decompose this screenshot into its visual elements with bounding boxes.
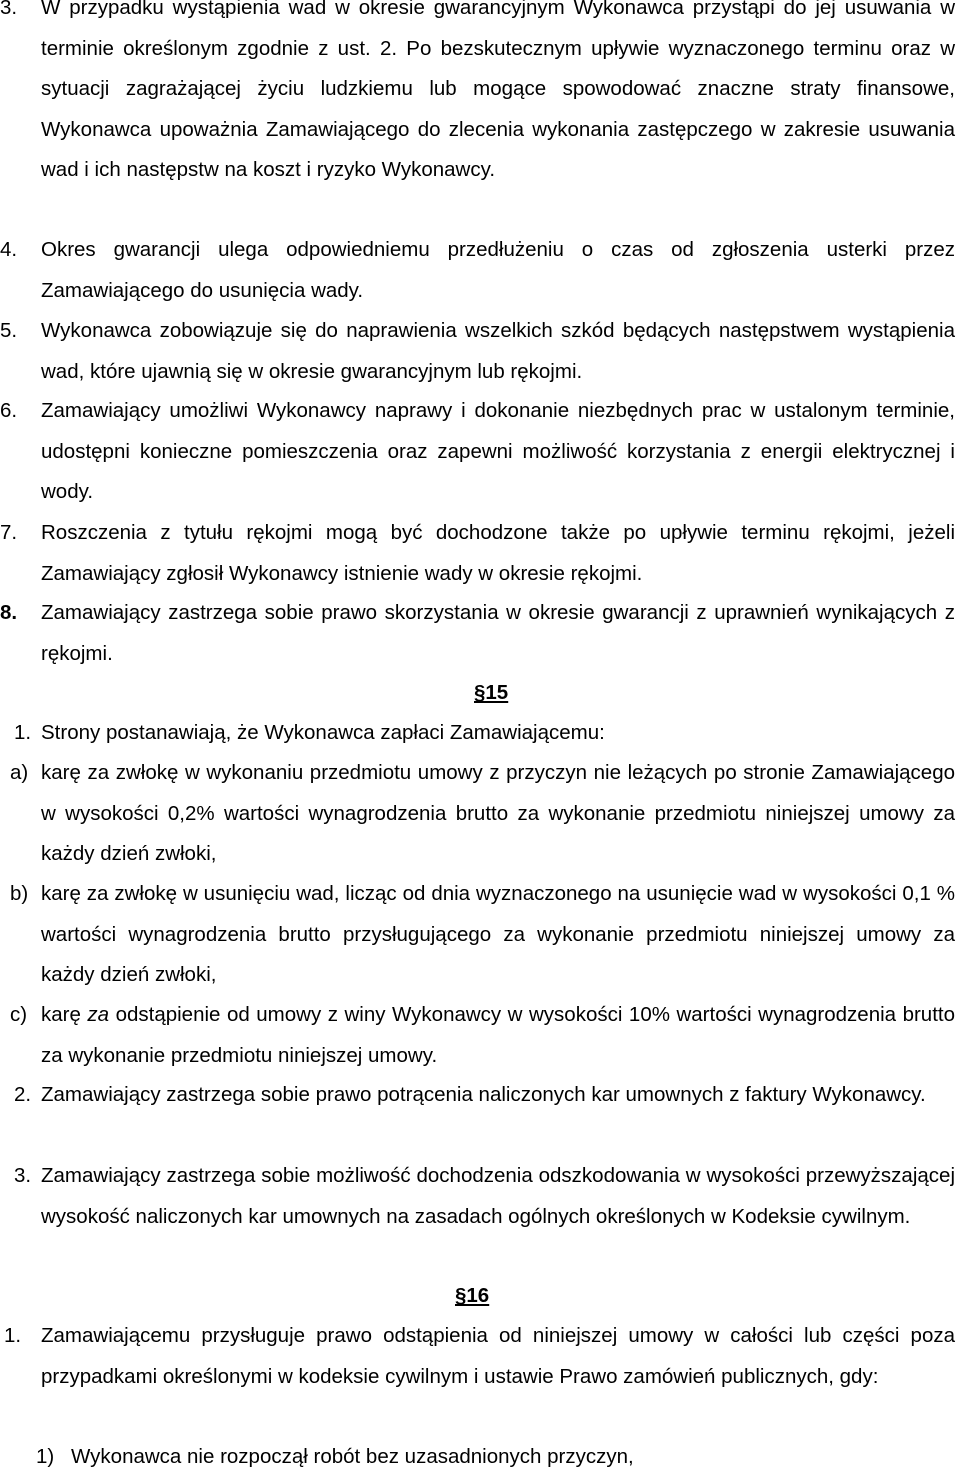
subitem-text [41,995,955,1076]
subitem-b [0,874,960,996]
section-heading-15 [474,673,554,713]
subitem-text: karę za zwłokę w wykonaniu przedmiotu umowy z przyczyn nie leżących po stronie Zamawiającego w wysokości 0,2% wartości wynagrodzenia brutto za wykonanie przedmiotu niniejszej umowy za każdy dzień zwłoki, [41,761,955,865]
item-text: Strony postanawiają, że Wykonawca zapłaci Zamawiającemu: [41,721,605,744]
item-text: Zamawiający zastrzega sobie prawo potrącenia naliczonych kar umownych z faktury Wykonawcy. [41,1083,926,1106]
subitem-text-italic: za [87,1003,110,1026]
item-text: Zamawiający umożliwi Wykonawcy naprawy i dokonanie niezbędnych prac w ustalonym terminie, udostępni konieczne pomieszczenia oraz zapewni możliwość korzystania z energii elektrycznej i wody. [41,399,955,503]
item-number: 6. [0,399,18,422]
subitem-text: karę za zwłokę w usunięciu wad, licząc od dnia wyznaczonego na usunięcie wad w wysokości 0,1 % wartości wynagrodzenia brutto przysługującego za wykonanie przedmiotu niniejszej umowy za każdy dzień zwłoki, [41,882,955,986]
item-text: Okres gwarancji ulega odpowiedniemu przedłużeniu o czas od zgłoszenia usterki przez Zamawiającego do usunięcia wady. [41,238,955,302]
subitem-text-after: odstąpienie od umowy z winy Wykonawcy w wysokości 10% wartości wynagrodzenia brutto za wykonanie przedmiotu niniejszej umowy. [41,1003,955,1067]
item-number: 4. [0,238,18,261]
section-number: §16 [455,1284,490,1307]
subitem-letter: c) [10,1003,28,1026]
subitem-text-before: karę [41,1003,88,1026]
paragraph-s15-item-1 [0,713,960,754]
item-number: 3. [0,0,18,19]
item-number: 1. [4,1324,22,1347]
section-number: §15 [474,681,509,704]
subitem-letter: a) [10,761,29,784]
paragraph-s16-item-1 [0,1316,960,1397]
item-number: 7. [0,521,18,544]
item-text: Wykonawca zobowiązuje się do naprawienia wszelkich szkód będących następstwem wystąpienia wad, które ujawnią się w okresie gwarancyjnym lub rękojmi. [41,319,955,383]
item-number: 2. [14,1083,32,1106]
paragraph-s15-item-3 [0,1156,960,1237]
paragraph-item-7 [0,513,960,594]
paragraph-s15-item-2 [0,1075,960,1116]
item-text: Zamawiającemu przysługuje prawo odstąpienia od niniejszej umowy w całości lub części poza przypadkami określonymi w kodeksie cywilnym i ustawie Prawo zamówień publicznych, gdy: [41,1324,955,1388]
item-number: 5. [0,319,18,342]
item-number: 1. [14,721,32,744]
item-text: Zamawiający zastrzega sobie prawo skorzystania w okresie gwarancji z uprawnień wynikających z rękojmi. [41,601,955,665]
subitem-c [0,995,960,1076]
item-text: W przypadku wystąpienia wad w okresie gwarancyjnym Wykonawca przystąpi do jej usuwania w terminie określonym zgodnie z ust. 2. Po bezskutecznym upływie wyznaczonego terminu oraz w sytuacji zagrażającej życiu ludzkiemu lub mogące spowodować znaczne straty finansowe, Wykonawca upoważnia Zamawiającego do zlecenia wykonania zastępczego w zakresie usuwania wad i ich następstw na koszt i ryzyko Wykonawcy. [41,0,955,181]
subitem-a [0,753,960,875]
paragraph-item-3 [0,0,960,191]
section-heading-16 [455,1276,535,1316]
paragraph-item-5 [0,311,960,392]
item-number: 8. [0,601,18,624]
subitem-number: 1) [36,1445,55,1468]
subitem-text: Wykonawca nie rozpoczął robót bez uzasadnionych przyczyn, [71,1445,634,1468]
item-number: 3. [14,1164,32,1187]
item-text: Roszczenia z tytułu rękojmi mogą być dochodzone także po upływie terminu rękojmi, jeżeli Zamawiający zgłosił Wykonawcy istnienie wady w okresie rękojmi. [41,521,955,585]
item-text: Zamawiający zastrzega sobie możliwość dochodzenia odszkodowania w wysokości przewyższającej wysokość naliczonych kar umownych na zasadach ogólnych określonych w Kodeksie cywilnym. [41,1164,955,1228]
paragraph-item-8 [0,593,960,674]
paragraph-item-6 [0,391,960,513]
paragraph-item-4 [0,230,960,311]
subitem-letter: b) [10,882,29,905]
subitem-1 [0,1437,960,1478]
